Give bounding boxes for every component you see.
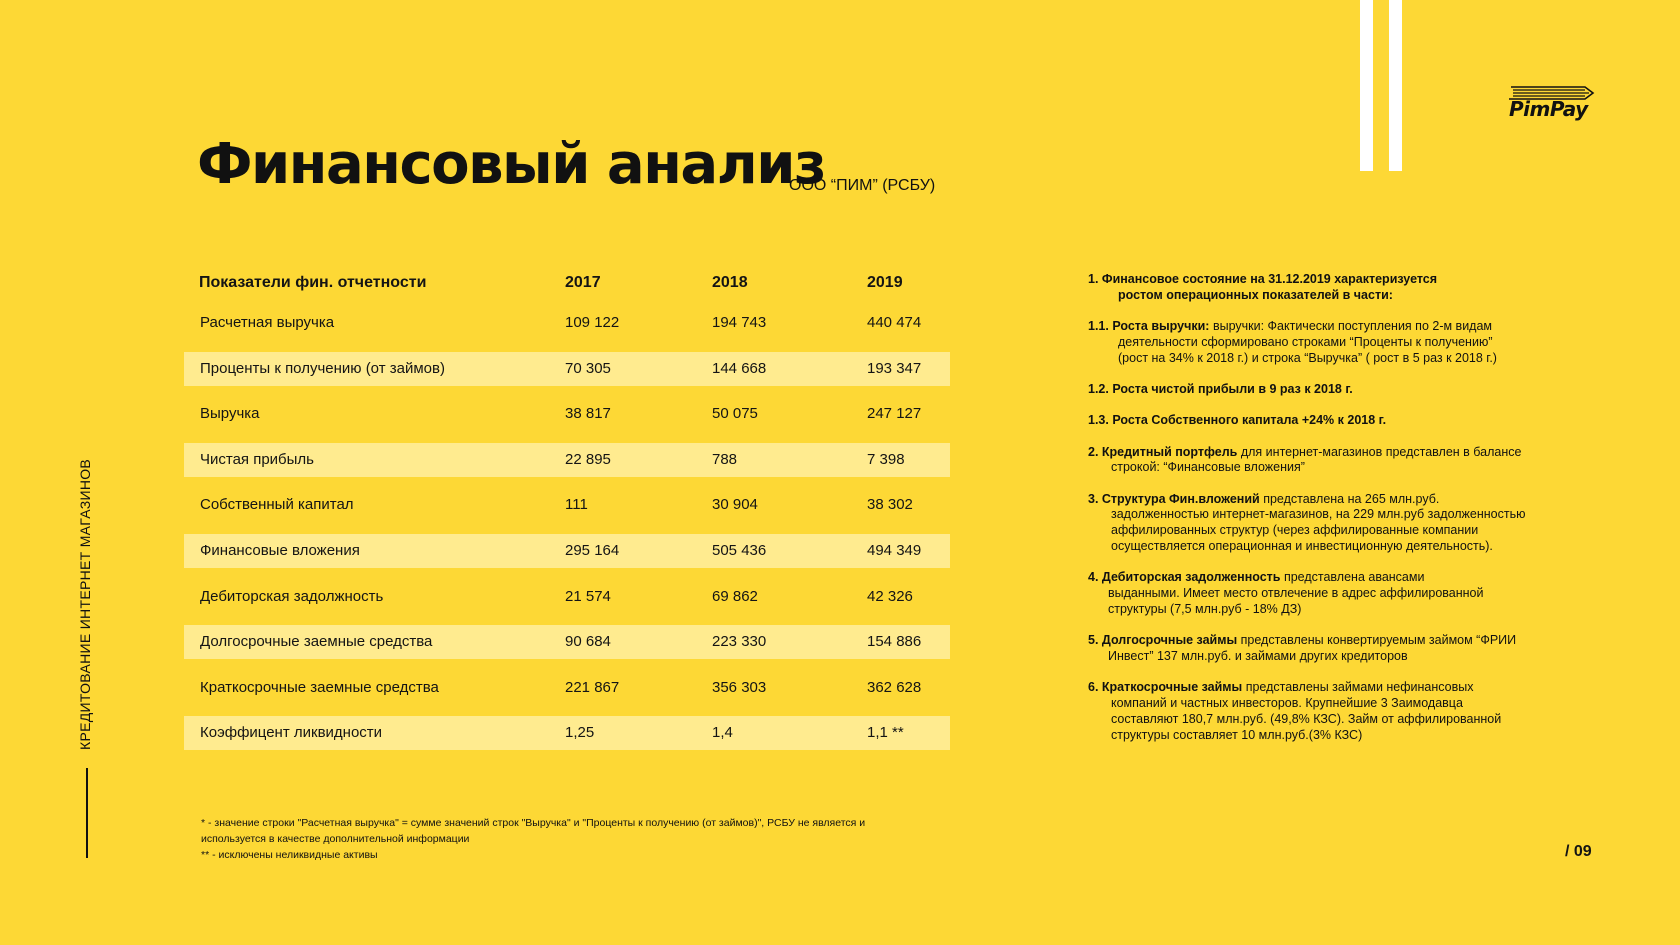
- cell-2019: 193 347: [867, 359, 922, 377]
- analysis-text: для интернет-магазинов представлен в балансе: [1237, 444, 1522, 459]
- table-row: [184, 306, 950, 340]
- table-row: [184, 443, 950, 477]
- analysis-line: составляют 180,7 млн.руб. (49,8% КЗС). Займ от аффилированной: [1111, 711, 1502, 726]
- header-2019: 2019: [867, 274, 903, 291]
- cell-2018: 1,4: [712, 724, 733, 742]
- cell-2017: 221 867: [565, 678, 620, 696]
- analysis-line: [1088, 633, 1558, 649]
- analysis-item-1-1: [1088, 319, 1558, 366]
- analysis-line: ростом операционных показателей в части:: [1118, 287, 1393, 302]
- table-row: [184, 352, 950, 386]
- analysis-line: выданными. Имеет место отвлечение в адрес аффилированной: [1108, 586, 1484, 601]
- analysis-line: 1.3. Роста Собственного капитала +24% к 2018 г.: [1088, 413, 1387, 428]
- analysis-text: представлены займами нефинансовых: [1242, 680, 1474, 695]
- row-label: Финансовые вложения: [200, 541, 360, 559]
- row-label: Краткосрочные заемные средства: [200, 678, 439, 696]
- header-2017: 2017: [565, 274, 601, 291]
- cell-2019: 154 886: [867, 633, 922, 651]
- analysis-text: представлена на 265 млн.руб.: [1259, 491, 1440, 506]
- table-row: [184, 397, 950, 431]
- analysis-item-5: [1088, 633, 1558, 665]
- header-indicator: Показатели фин. отчетности: [199, 274, 427, 291]
- side-divider: [86, 768, 88, 858]
- logo-text: PimPay: [1509, 97, 1588, 121]
- cell-2019: 42 326: [867, 587, 913, 605]
- analysis-line: [1088, 680, 1558, 696]
- footnote-line: ** - исключены неликвидные активы: [201, 849, 378, 861]
- cell-2018: 356 303: [712, 678, 767, 696]
- page-title: Финансовый анализ: [197, 132, 825, 197]
- cell-2017: 111: [565, 496, 588, 514]
- decor-stripe-right: [1389, 0, 1402, 171]
- analysis-line: деятельности сформировано строками “Проценты к получению”: [1118, 334, 1493, 349]
- cell-2018: 505 436: [712, 541, 767, 559]
- analysis-item-1-3: [1088, 413, 1558, 429]
- analysis-line: задолженностью интернет-магазинов, на 229 млн.руб задолженностью: [1111, 507, 1526, 522]
- header-2018: 2018: [712, 274, 748, 291]
- row-label: Чистая прибыль: [200, 450, 314, 468]
- financial-table: [184, 266, 950, 756]
- table-row: [184, 716, 950, 750]
- analysis-line: структуры (7,5 млн.руб - 18% ДЗ): [1108, 601, 1302, 616]
- cell-2019: 362 628: [867, 678, 922, 696]
- analysis-item-3: [1088, 492, 1558, 555]
- cell-2017: 1,25: [565, 724, 595, 742]
- cell-2019: 7 398: [867, 450, 905, 468]
- analysis-text: выручки: Фактически поступления по 2-м видам: [1209, 319, 1493, 334]
- side-caption: КРЕДИТОВАНИЕ ИНТЕРНЕТ МАГАЗИНОВ: [77, 458, 93, 750]
- cell-2019: 247 127: [867, 405, 922, 423]
- footnotes: [201, 815, 865, 863]
- footnote-line: * - значение строки "Расчетная выручка" = сумме значений строк "Выручка" и "Проценты к получению (от займов)", РСБУ не является и: [201, 817, 866, 829]
- row-label: Коэффицент ликвидности: [200, 724, 383, 742]
- table-row: [184, 671, 950, 705]
- cell-2019: 38 302: [867, 496, 913, 514]
- cell-2019: 440 474: [867, 314, 922, 331]
- cell-2018: 788: [712, 450, 738, 468]
- analysis-line: (рост на 34% к 2018 г.) и строка “Выручка” ( рост в 5 раз к 2018 г.): [1118, 350, 1497, 365]
- footnote-line: используется в качестве дополнительной информации: [201, 833, 470, 845]
- analysis-bold: 2. Кредитный портфель: [1088, 444, 1238, 459]
- analysis-line: [1088, 445, 1558, 461]
- cell-2017: 21 574: [565, 587, 611, 605]
- analysis-line: осуществляется операционная и инвестиционную деятельность).: [1111, 539, 1493, 554]
- analysis-panel: [1088, 272, 1558, 759]
- analysis-line: [1088, 492, 1558, 508]
- cell-2017: 90 684: [565, 633, 611, 651]
- page-number: / 09: [1565, 843, 1592, 860]
- page-subtitle: ООО “ПИМ” (РСБУ): [789, 177, 936, 194]
- row-label: Проценты к получению (от займов): [200, 359, 445, 377]
- analysis-item-4: [1088, 570, 1558, 617]
- table-row: [184, 625, 950, 659]
- analysis-bold: 5. Долгосрочные займы: [1088, 633, 1238, 648]
- cell-2017: 22 895: [565, 450, 611, 468]
- analysis-bold: 6. Краткосрочные займы: [1088, 680, 1243, 695]
- analysis-line: компаний и частных инвесторов. Крупнейшие 3 Заимодавца: [1111, 696, 1463, 711]
- analysis-bold: 3. Структура Фин.вложений: [1088, 491, 1260, 506]
- row-label: Собственный капитал: [200, 496, 354, 514]
- cell-2017: 38 817: [565, 405, 611, 423]
- cell-2018: 69 862: [712, 587, 758, 605]
- cell-2019: 1,1 **: [867, 724, 904, 742]
- analysis-bold: 1.1. Роста выручки:: [1088, 319, 1210, 334]
- cell-2018: 223 330: [712, 633, 767, 651]
- analysis-item-6: [1088, 680, 1558, 743]
- analysis-line: 1. Финансовое состояние на 31.12.2019 характеризуется: [1088, 272, 1438, 286]
- analysis-item-1: [1088, 272, 1558, 304]
- row-label: Выручка: [200, 405, 260, 423]
- analysis-line: структуры составляет 10 млн.руб.(3% КЗС): [1111, 727, 1363, 742]
- analysis-line: Инвест” 137 млн.руб. и займами других кредиторов: [1108, 649, 1408, 664]
- analysis-line: 1.2. Роста чистой прибыли в 9 раз к 2018 г.: [1088, 381, 1353, 396]
- row-label: Расчетная выручка: [200, 314, 335, 331]
- table-row: [184, 580, 950, 614]
- row-label: Долгосрочные заемные средства: [200, 633, 433, 651]
- cell-2018: 144 668: [712, 359, 767, 377]
- analysis-line: [1088, 570, 1558, 586]
- cell-2019: 494 349: [867, 541, 922, 559]
- row-label: Дебиторская задолжность: [200, 587, 384, 605]
- analysis-text: представлены конвертируемым займом “ФРИИ: [1237, 633, 1517, 648]
- cell-2018: 194 743: [712, 314, 767, 331]
- pimpay-logo: [1505, 86, 1597, 124]
- analysis-item-2: [1088, 445, 1558, 477]
- analysis-bold: 4. Дебиторская задолженность: [1088, 570, 1281, 585]
- analysis-line: аффилированных структур (через аффилированные компании: [1111, 523, 1479, 538]
- analysis-item-1-2: [1088, 382, 1558, 398]
- cell-2017: 70 305: [565, 359, 611, 377]
- table-row: [184, 488, 950, 522]
- decor-stripe-left: [1360, 0, 1373, 171]
- cell-2017: 295 164: [565, 541, 620, 559]
- cell-2018: 50 075: [712, 405, 758, 423]
- table-row: [184, 534, 950, 568]
- cell-2017: 109 122: [565, 314, 620, 331]
- analysis-line: [1088, 319, 1558, 335]
- cell-2018: 30 904: [712, 496, 758, 514]
- table-header: [184, 266, 950, 300]
- analysis-line: строкой: “Финансовые вложения”: [1111, 460, 1305, 475]
- analysis-text: представлена авансами: [1280, 570, 1425, 585]
